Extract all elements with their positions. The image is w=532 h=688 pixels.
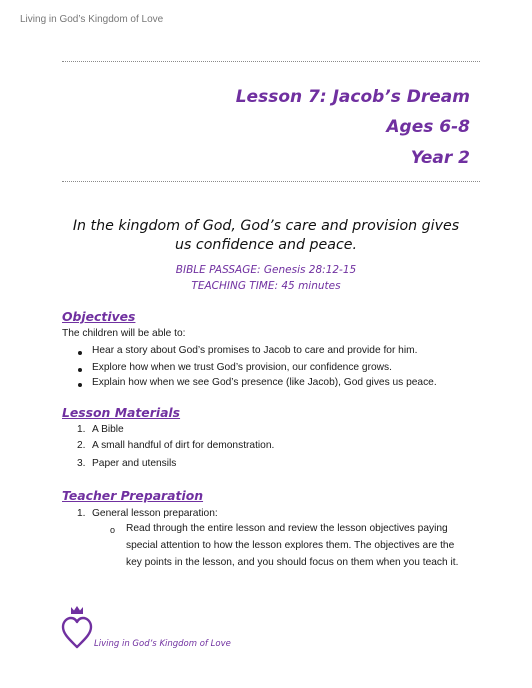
item-number: 1. <box>77 424 86 435</box>
list-item <box>62 440 482 456</box>
objectives-intro: The children will be able to: <box>62 328 186 339</box>
bottom-divider <box>62 181 480 182</box>
lesson-ages: Ages 6-8 <box>386 117 470 137</box>
bible-passage: BIBLE PASSAGE: Genesis 28:12-15 <box>175 264 357 276</box>
material-text: A small handful of dirt for demonstration. <box>92 440 275 451</box>
bullet-icon <box>78 368 82 372</box>
lesson-title: Lesson 7: Jacob’s Dream <box>235 87 470 107</box>
preparation-subitem: Read through the entire lesson and review the lesson objectives paying special attention to how the lesson explores them. The objectives are the key points in the lesson, and you should focus on them when you teach it. <box>126 523 459 568</box>
crown-heart-icon <box>60 604 94 650</box>
preparation-heading: Teacher Preparation <box>62 488 204 503</box>
crown-heart-logo <box>60 604 94 650</box>
footer-text: Living in God’s Kingdom of Love <box>94 639 231 649</box>
running-header: Living in God’s Kingdom of Love <box>20 14 164 25</box>
teaching-time: TEACHING TIME: 45 minutes <box>191 280 341 292</box>
list-item <box>62 458 482 474</box>
list-item <box>62 377 482 393</box>
objectives-heading: Objectives <box>62 309 136 324</box>
preparation-text: General lesson preparation: <box>92 508 218 519</box>
lesson-theme: In the kingdom of God, God’s care and provision gives us confidence and peace. <box>72 218 460 253</box>
objective-text: Hear a story about God’s promises to Jacob to care and provide for him. <box>92 345 418 356</box>
objective-text: Explain how when we see God’s presence (like Jacob), God gives us peace. <box>92 377 437 388</box>
lesson-year: Year 2 <box>410 148 470 168</box>
list-item <box>62 362 482 378</box>
list-item <box>62 345 482 361</box>
material-text: Paper and utensils <box>92 458 177 469</box>
material-text: A Bible <box>92 424 124 435</box>
item-number: 2. <box>77 440 86 451</box>
objective-text: Explore how when we trust God’s provision, our confidence grows. <box>92 362 392 373</box>
item-number: 3. <box>77 458 86 469</box>
sub-bullet-icon: o <box>110 525 116 535</box>
bullet-icon <box>78 351 82 355</box>
item-number: 1. <box>77 508 86 519</box>
list-item <box>62 424 482 440</box>
bullet-icon <box>78 383 82 387</box>
materials-heading: Lesson Materials <box>62 405 181 420</box>
top-divider <box>62 61 480 62</box>
